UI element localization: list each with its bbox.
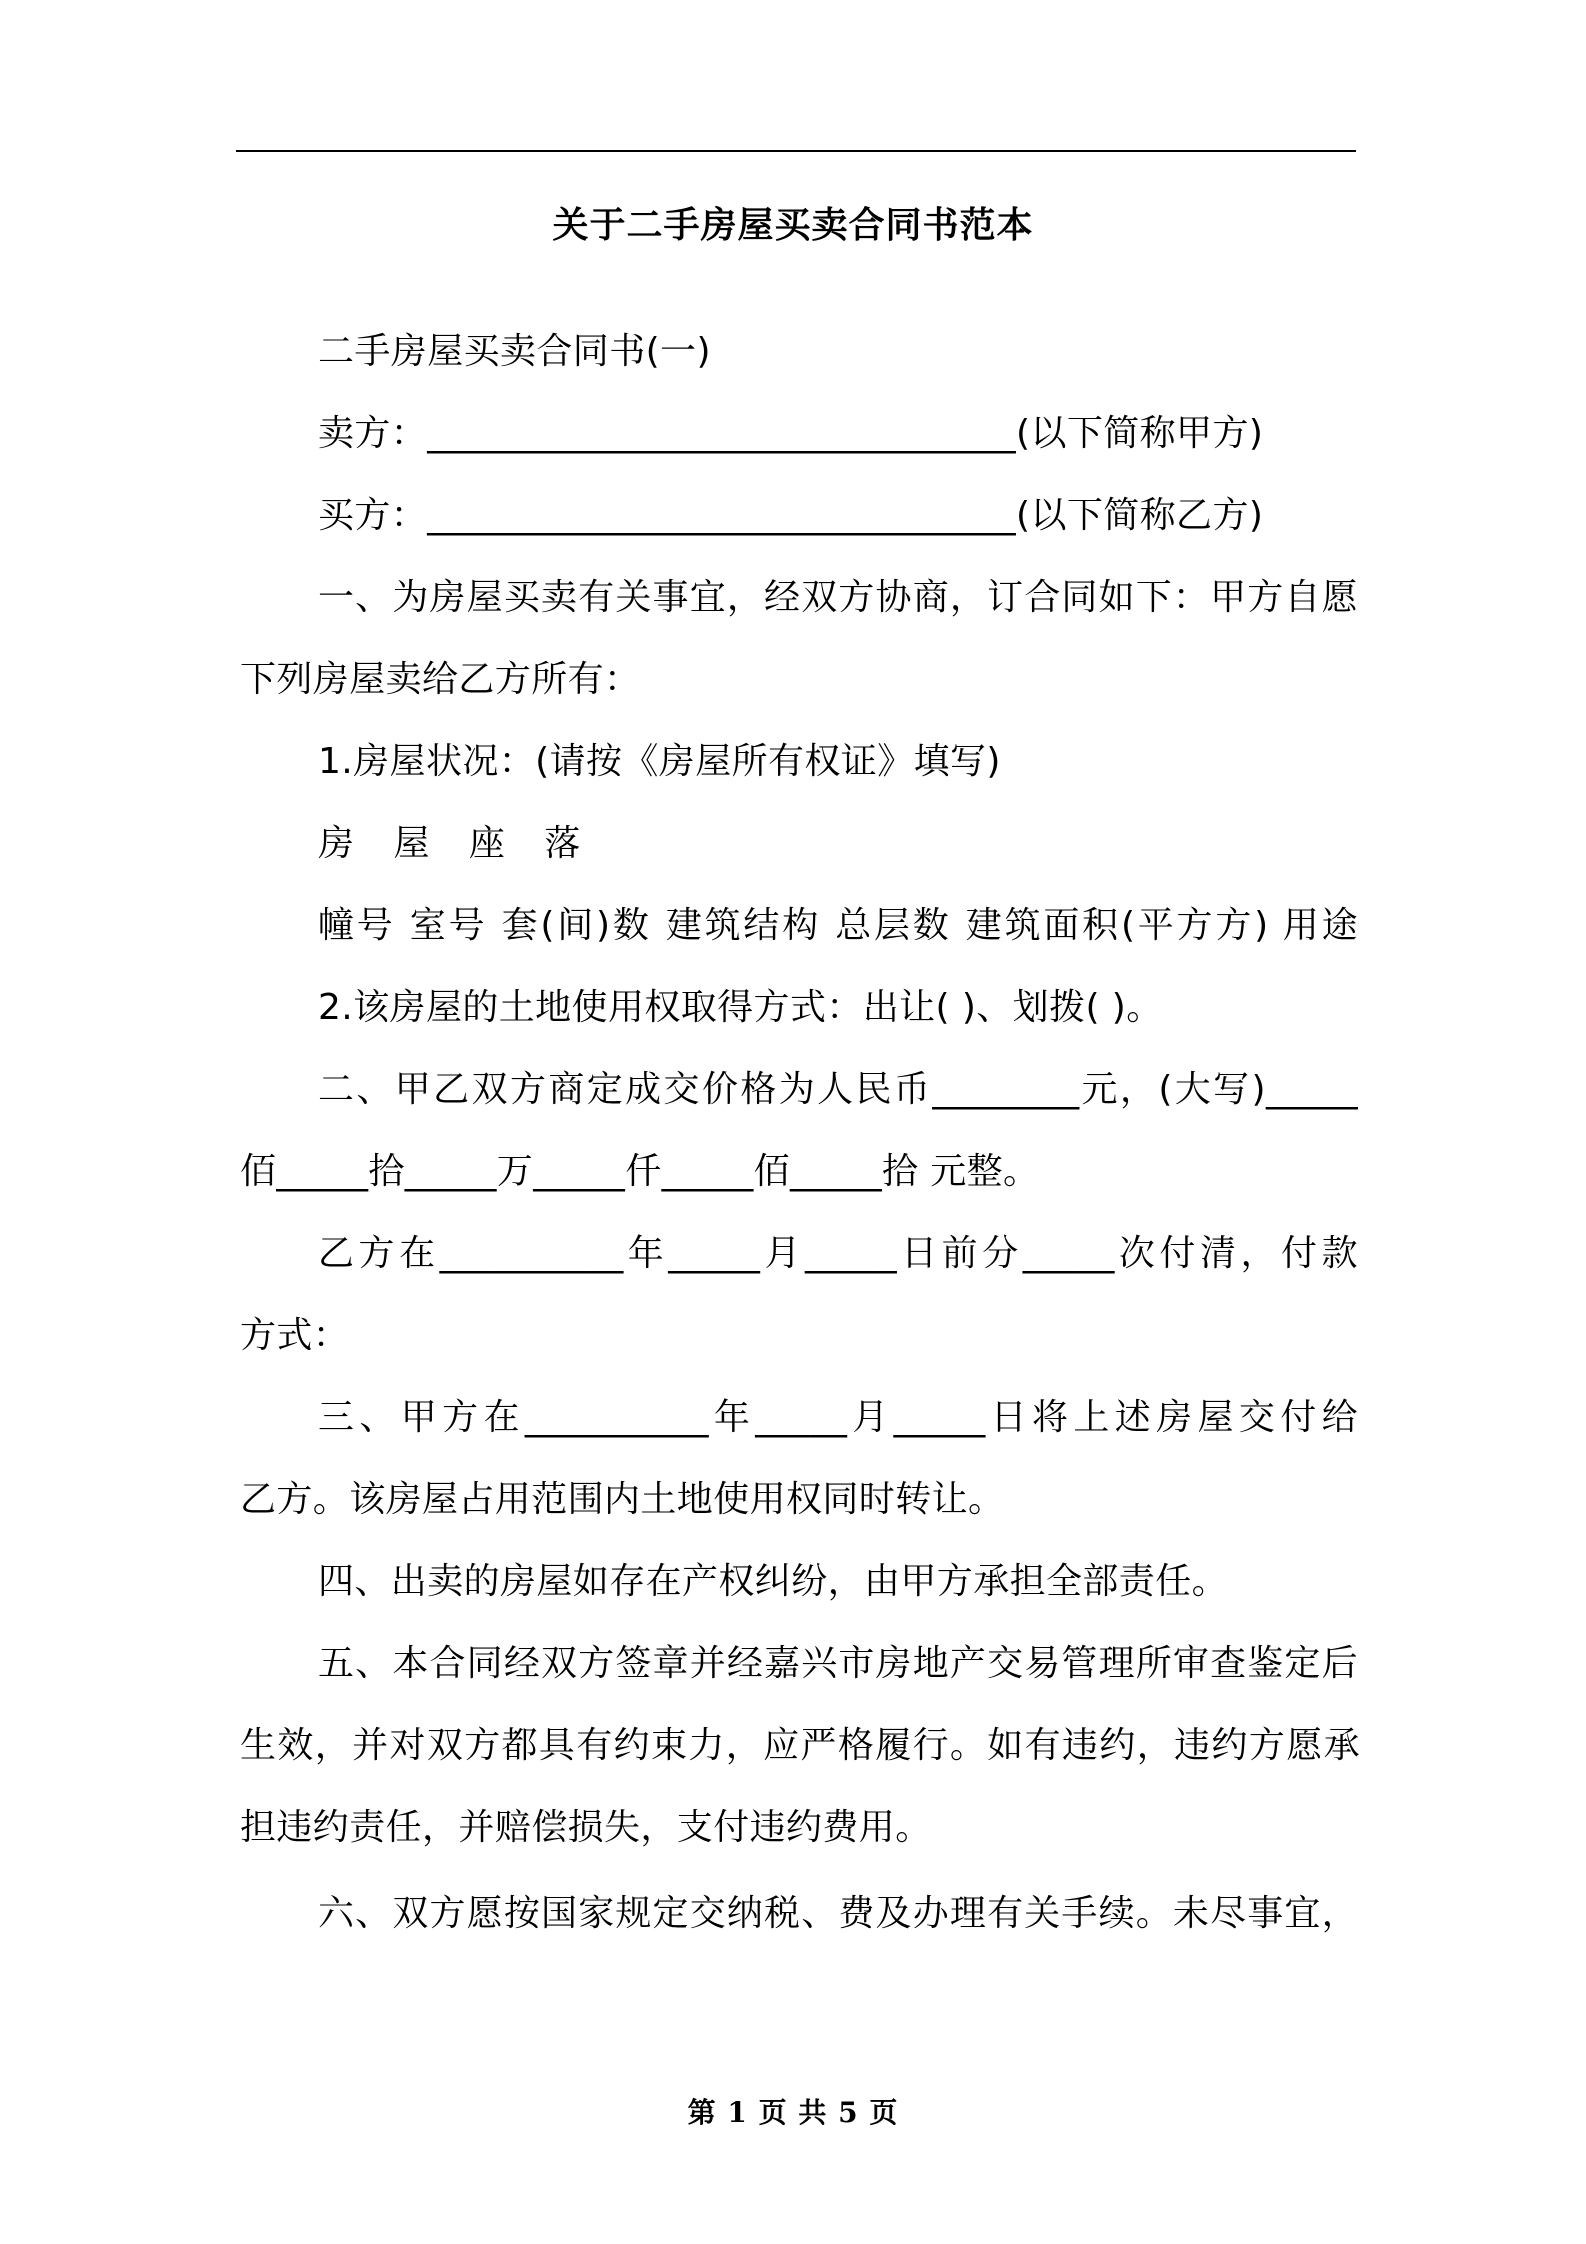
page-number: 第 1 页 共 5 页 [687,2096,899,2129]
header-rule [236,150,1356,152]
buyer-line: 买方：________________________________(以下简称乙方) [318,495,1264,536]
clause-2-line-2: 佰_____拾_____万_____仟_____佰_____拾 元整。 [240,1151,1040,1192]
payment-line-2: 方式： [240,1315,350,1356]
property-location-label: 房 屋 座 落 [318,823,595,864]
clause-4-line: 四、出卖的房屋如存在产权纠纷，由甲方承担全部责任。 [318,1561,1229,1602]
seller-line: 卖方：________________________________(以下简称甲方) [318,413,1264,454]
clause-5-line-2: 生效，并对双方都具有约束力，应严格履行。如有违约，违约方愿承 [240,1725,1360,1766]
clause-2-line-1: 二、甲乙双方商定成交价格为人民币________元，(大写)_____ [318,1069,1358,1110]
land-use-right-line: 2.该房屋的土地使用权取得方式：出让( )、划拨( )。 [318,987,1163,1028]
payment-line-1: 乙方在__________年_____月_____日前分_____次付清，付款 [318,1233,1358,1274]
contract-subtitle: 二手房屋买卖合同书(一) [318,331,711,372]
document-title: 关于二手房屋买卖合同书范本 [552,205,1034,246]
clause-1-line-2: 下列房屋卖给乙方所有： [240,659,641,700]
clause-6-line-1: 六、双方愿按国家规定交纳税、费及办理有关手续。未尽事宜， [318,1893,1358,1934]
clause-5-line-3: 担违约责任，并赔偿损失，支付违约费用。 [240,1807,932,1848]
clause-3-line-1: 三、甲方在__________年_____月_____日将上述房屋交付给 [318,1397,1358,1438]
clause-5-line-1: 五、本合同经双方签章并经嘉兴市房地产交易管理所审查鉴定后 [318,1643,1358,1684]
clause-3-line-2: 乙方。该房屋占用范围内土地使用权同时转让。 [240,1479,1005,1520]
property-fields-header: 幢号 室号 套(间)数 建筑结构 总层数 建筑面积(平方方) 用途 [318,905,1358,946]
property-status-line: 1.房屋状况：(请按《房屋所有权证》填写) [318,741,1001,782]
clause-1-line-1: 一、为房屋买卖有关事宜，经双方协商，订合同如下：甲方自愿 [318,577,1358,618]
